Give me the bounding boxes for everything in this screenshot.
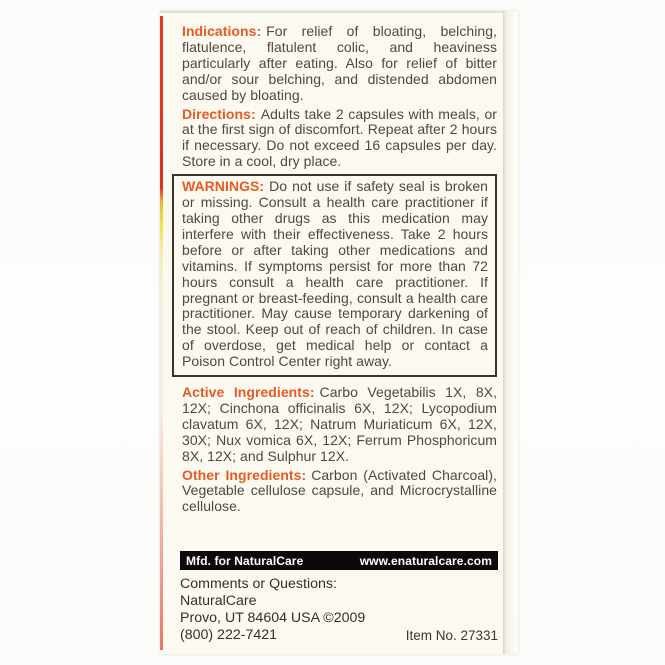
active-ingredients-text: Carbo Vegetabilis 1X, 8X, 12X; Cinchona officinalis 6X, 12X; Lycopodium clavatum 6X, 12X; Natrum Muriaticum 6X, 12X, 30X; Nux vomica 6X, 12X; Ferrum Phosphoricum 8X, 12X; and Sulphur 12X. (182, 384, 498, 464)
directions-section (182, 107, 497, 171)
product-box-back-panel (160, 11, 518, 654)
directions-text: Adults take 2 capsules with meals, or at the first sign of discomfort. Repeat after 2 hours if necessary. Do not exceed 16 capsules per day. Store in a cool, dry place. (182, 105, 497, 170)
other-ingredients-text: Carbon (Activated Charcoal), Vegetable cellulose capsule, and Microcrystalline cellulose. (182, 466, 497, 515)
warnings-heading: WARNINGS: (182, 178, 265, 195)
manufacturer-text: Mfd. for NaturalCare (186, 553, 304, 568)
contact-block (180, 576, 498, 644)
label-content (160, 11, 503, 654)
company-address: Provo, UT 84604 USA ©2009 (180, 610, 366, 626)
active-ingredients-heading: Active Ingredients: (182, 384, 315, 401)
item-number: Item No. 27331 (405, 628, 498, 643)
phone-number: (800) 222-7421 (180, 627, 278, 643)
company-name: NaturalCare (180, 593, 257, 609)
contact-details (180, 576, 365, 644)
active-ingredients-section (182, 385, 497, 465)
manufacturer-bar (180, 551, 498, 570)
other-ingredients-section (182, 468, 497, 516)
warnings-section (182, 179, 488, 370)
indications-section (182, 24, 497, 104)
indications-heading: Indications: (182, 23, 262, 39)
warnings-text: Do not use if safety seal is broken or missing. Consult a health care practitioner if taking other drugs as this medication may interfere with their effectiveness. Take 2 hours before or after taking other medications and vitamins. If symptoms persist for more than 72 hours consult a health care practitioner. If pregnant or breast-feeding, consult a health care practitioner. May cause temporary darkening of the stool. Keep out of reach of children. In case of overdose, get medical help or contact a Poison Control Center right away. (182, 178, 488, 370)
directions-heading: Directions: (182, 105, 256, 122)
box-right-side-fold (503, 11, 518, 654)
contact-heading: Comments or Questions: (180, 576, 337, 592)
website-url: www.enaturalcare.com (359, 553, 492, 568)
label-footer (180, 551, 498, 644)
indications-text: For relief of bloating, belching, flatulence, flatulent colic, and heaviness particularly after eating. Also for relief of bitter and/or sour belching, and distended abdomen caused by bloating. (182, 23, 497, 103)
warnings-box (172, 174, 497, 377)
other-ingredients-heading: Other Ingredients: (182, 466, 307, 483)
